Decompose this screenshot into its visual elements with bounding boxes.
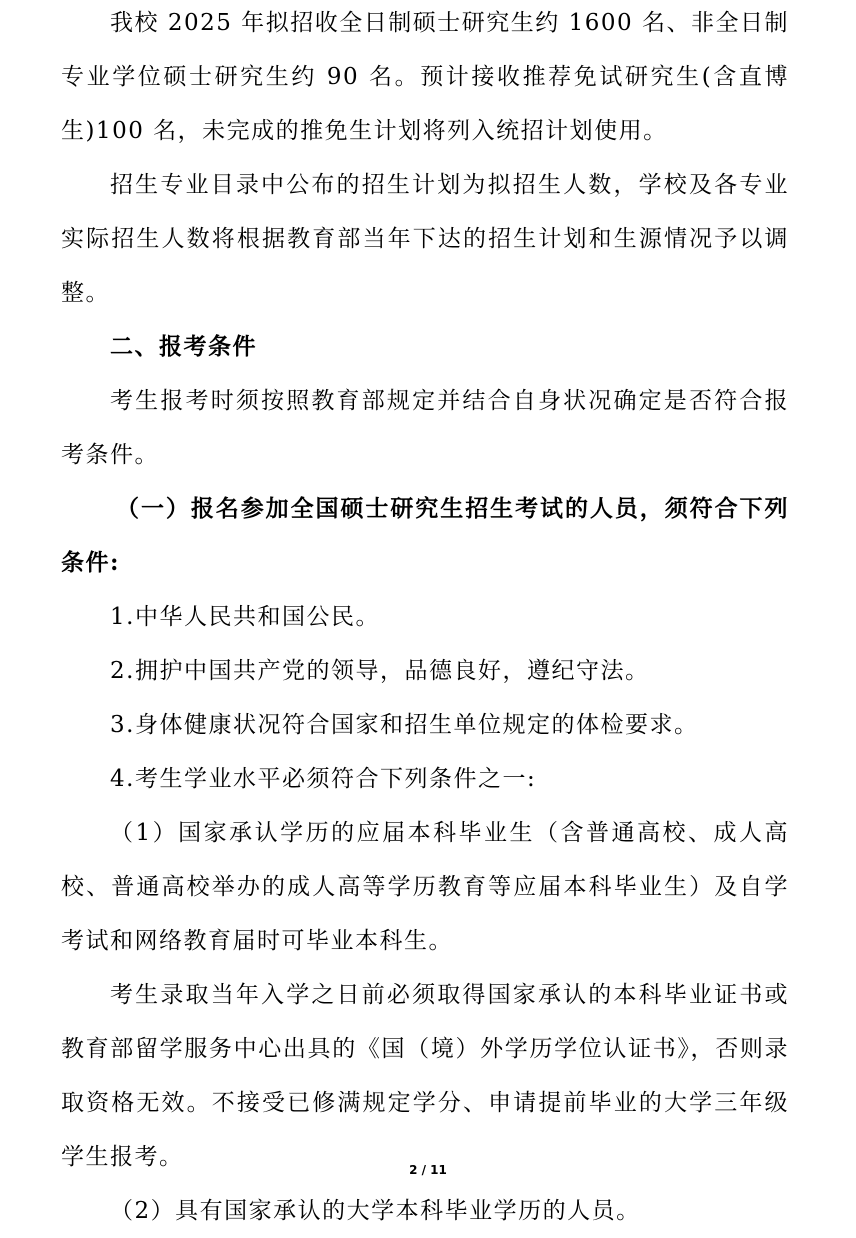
document-body: [61, 0, 789, 1238]
page-number: 2 / 11: [409, 1163, 447, 1177]
condition-item: 2.拥护中国共产党的领导，品德良好，遵纪守法。: [110, 658, 650, 684]
note-paragraph: 考生录取当年入学之日前必须取得国家承认的本科毕业证书或教育部留学服务中心出具的《国（境）外学历学位认证书》，否则录取资格无效。不接受已修满规定学分、申请提前毕业的大学三年级学生报考。: [61, 982, 789, 1170]
subsection-heading: （一）报名参加全国硕士研究生招生考试的人员，须符合下列条件:: [61, 495, 789, 576]
section-heading: 二、报考条件: [110, 334, 257, 360]
condition-item: 1.中华人民共和国公民。: [110, 604, 380, 630]
sub-condition-1: （1）国家承认学历的应届本科毕业生（含普通高校、成人高校、普通高校举办的成人高等学历教育等应届本科毕业生）及自学考试和网络教育届时可毕业本科生。: [61, 820, 789, 954]
paragraph-enrollment-adjustment: 招生专业目录中公布的招生计划为拟招生人数，学校及各专业实际招生人数将根据教育部当年下达的招生计划和生源情况予以调整。: [61, 172, 789, 306]
section-intro: 考生报考时须按照教育部规定并结合自身状况确定是否符合报考条件。: [61, 388, 789, 468]
paragraph-enrollment-plan: 我校 2025 年拟招收全日制硕士研究生约 1600 名、非全日制专业学位硕士研究生约 90 名。预计接收推荐免试研究生(含直博生)100 名，未完成的推免生计划将列入统招计划使用。: [61, 10, 789, 144]
sub-condition-2: （2）具有国家承认的大学本科毕业学历的人员。: [110, 1198, 641, 1224]
condition-item: 4.考生学业水平必须符合下列条件之一:: [110, 766, 537, 792]
condition-item: 3.身体健康状况符合国家和招生单位规定的体检要求。: [110, 712, 699, 738]
